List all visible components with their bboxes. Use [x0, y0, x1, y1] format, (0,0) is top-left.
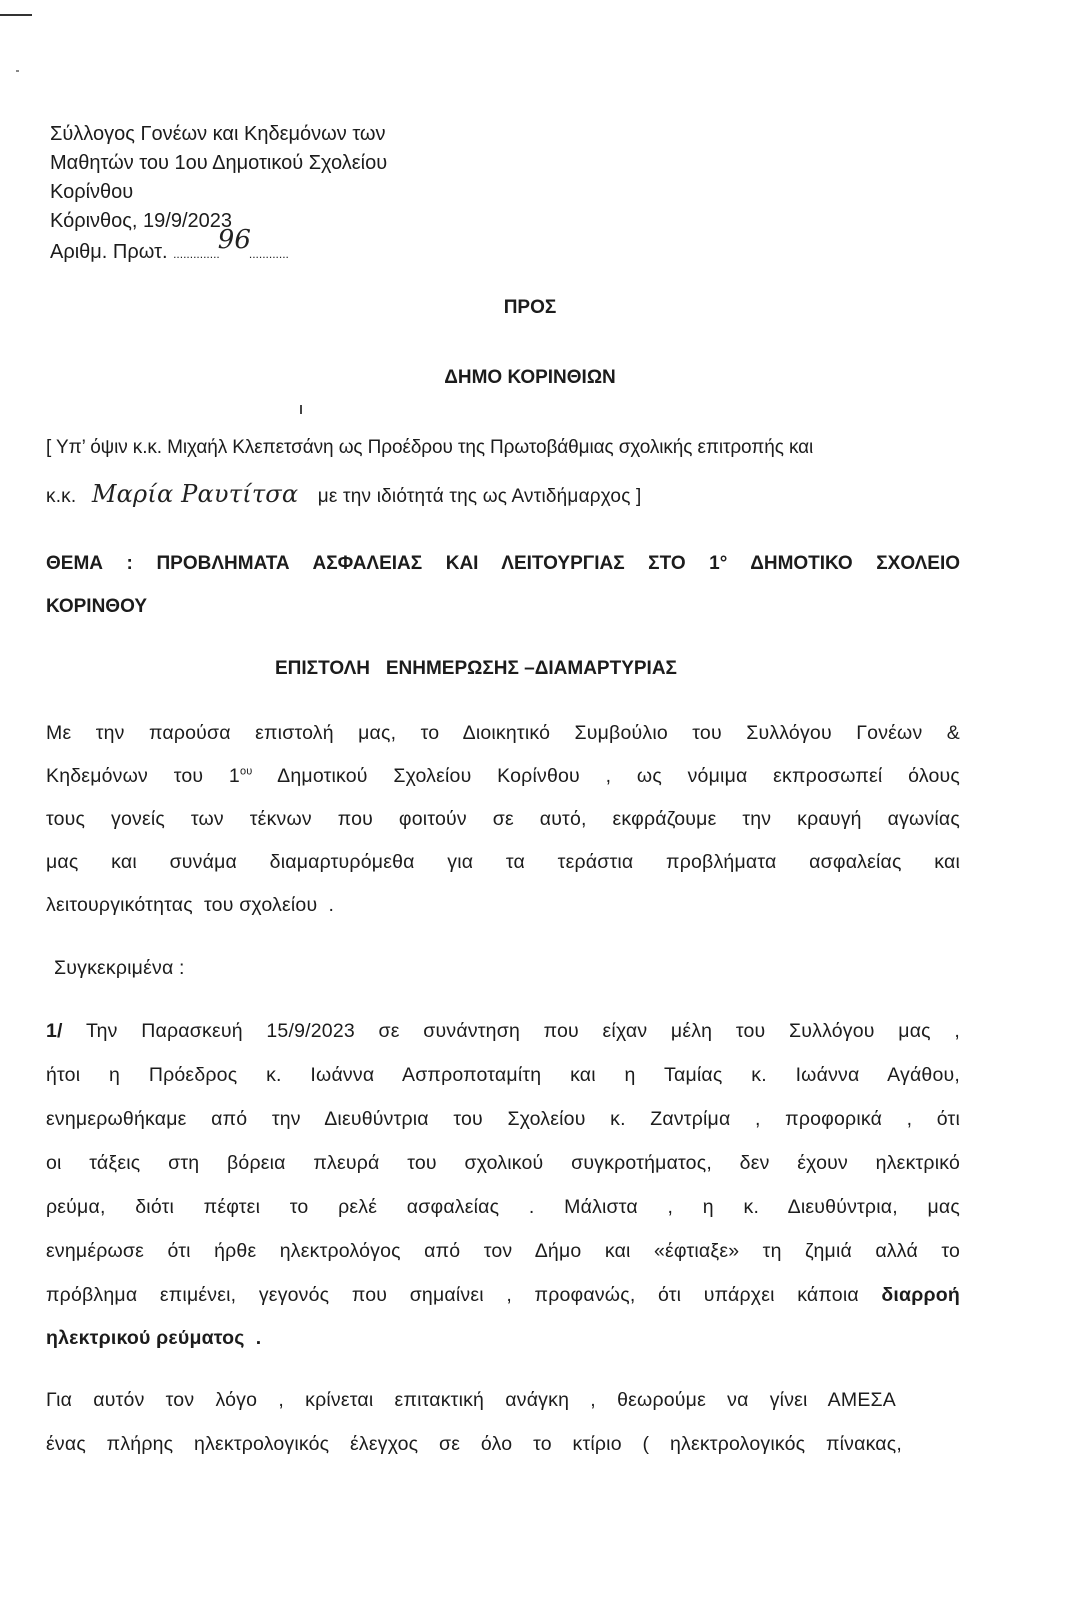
attention-suffix: με την ιδιότητά της ως Αντιδήμαρχος ]: [317, 486, 642, 507]
point1-line3: ενημερωθήκαμε από την Διευθύντρια του Σχολείου κ. Ζαντρίμα , προφορικά , ότι: [46, 1108, 960, 1130]
point1-line1-text: Την Παρασκευή 15/9/2023 σε συνάντηση που είχαν μέλη του Συλλόγου μας ,: [85, 1020, 961, 1042]
point1-line4: οι τάξεις στη βόρεια πλευρά του σχολικού συγκροτήματος, δεν έχουν ηλεκτρικό: [46, 1152, 960, 1174]
subject-line2: ΚΟΡΙΝΘΟΥ: [46, 596, 148, 617]
protocol-dots: ..............: [173, 247, 220, 261]
intro-line2-b: Δημοτικού Σχολείου Κορίνθου , ως νόμιμα εκπροσωπεί όλους: [252, 765, 960, 787]
specifically-label: Συγκεκριμένα :: [54, 957, 185, 979]
protocol-dots: ............: [248, 247, 289, 261]
point-number: 1/: [46, 1020, 63, 1042]
bold-leak: διαρροή: [881, 1284, 960, 1306]
scan-mark: [0, 14, 32, 16]
protocol-number-handwritten: 96: [217, 225, 251, 255]
letter-type-heading: ΕΠΙΣΤΟΛΗ ΕΝΗΜΕΡΩΣΗΣ –ΔΙΑΜΑΡΤΥΡΙΑΣ: [275, 658, 677, 679]
sender-name-line1: Σύλλογος Γονέων και Κηδεμόνων των: [50, 123, 386, 145]
intro-line2: [46, 765, 960, 788]
recipient-to-label: ΠΡΟΣ: [503, 297, 557, 318]
subject-line1: ΘΕΜΑ : ΠΡΟΒΛΗΜΑΤΑ ΑΣΦΑΛΕΙΑΣ ΚΑΙ ΛΕΙΤΟΥΡΓΙΑΣ ΣΤΟ 1° ΔΗΜΟΤΙΚΟ ΣΧΟΛΕΙΟ: [46, 553, 960, 574]
point1-line2: ήτοι η Πρόεδρος κ. Ιωάννα Ασπροποταμίτη και η Ταμίας κ. Ιωάννα Αγάθου,: [46, 1064, 960, 1086]
point1-line7: [46, 1284, 960, 1307]
point1-line6: ενημέρωσε ότι ήρθε ηλεκτρολόγος από τον Δήμο και «έφτιαξε» τη ζημιά αλλά το: [46, 1240, 960, 1262]
sender-city: Κορίνθου: [50, 181, 134, 203]
point1-line7-text: πρόβλημα επιμένει, γεγονός που σημαίνει , προφανώς, ότι υπάρχει κάποια: [46, 1284, 882, 1306]
conclusion-line2: ένας πλήρης ηλεκτρολογικός έλεγχος σε όλο το κτίριο ( ηλεκτρολογικός πίνακας,: [46, 1433, 902, 1455]
conclusion-line1: Για αυτόν τον λόγο , κρίνεται επιτακτική ανάγκη , θεωρούμε να γίνει ΑΜΕΣΑ: [46, 1389, 896, 1411]
letter-date: Κόρινθος, 19/9/2023: [50, 210, 233, 232]
point1-line8: ηλεκτρικού ρεύματος .: [46, 1327, 262, 1349]
scan-dot: [16, 70, 19, 72]
stray-mark: [300, 405, 302, 414]
protocol-line: [50, 225, 289, 268]
intro-line2-a: Κηδεμόνων του 1: [46, 765, 240, 787]
ordinal-suffix: ου: [239, 765, 253, 778]
attention-line1: [ Υπ’ όψιν κ.κ. Μιχαήλ Κλεπετσάνη ως Προέδρου της Πρωτοβάθμιας σχολικής επιτροπής και: [46, 437, 814, 458]
intro-line1: Με την παρούσα επιστολή μας, το Διοικητικό Συμβούλιο του Συλλόγου Γονέων &: [46, 722, 960, 744]
sender-name-line2: Μαθητών του 1ου Δημοτικού Σχολείου: [50, 152, 388, 174]
point1-line5: ρεύμα, διότι πέφτει το ρελέ ασφαλείας . Μάλιστα , η κ. Διευθύντρια, μας: [46, 1196, 960, 1218]
intro-line3: τους γονείς των τέκνων που φοιτούν σε αυτό, εκφράζουμε την κραυγή αγωνίας: [46, 808, 960, 830]
intro-line5: λειτουργικότητας του σχολείου .: [46, 894, 335, 916]
recipient-municipality: ΔΗΜΟ ΚΟΡΙΝΘΙΩΝ: [444, 367, 616, 388]
handwritten-name: Μαρία Ραυτίτσα: [91, 480, 299, 508]
intro-line4: μας και συνάμα διαμαρτυρόμεθα για τα τεράστια προβλήματα ασφαλείας και: [46, 851, 960, 873]
attention-line2: [46, 480, 642, 508]
protocol-label: Αριθμ. Πρωτ.: [50, 241, 174, 263]
attention-prefix: κ.κ.: [46, 486, 77, 507]
point1-line1: [46, 1020, 960, 1043]
